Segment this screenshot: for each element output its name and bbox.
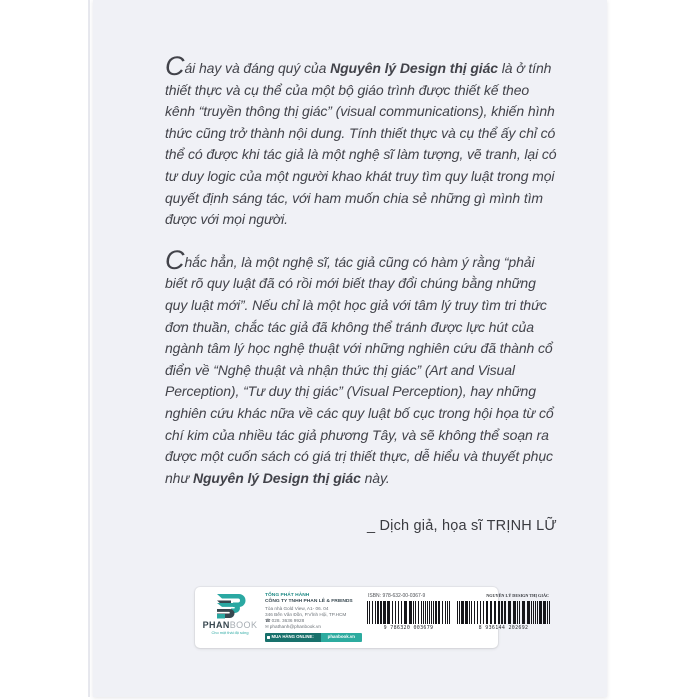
barcode-header (368, 593, 549, 599)
isbn-barcode (367, 601, 450, 631)
banner-label-text: MUA HÀNG ONLINE: (271, 634, 314, 640)
translator-signature: _ Dịch giả, họa sĩ TRỊNH LỮ (367, 518, 557, 535)
barcode-book-title: NGUYÊN LÝ DESIGN THỊ GIÁC (486, 593, 549, 598)
barcode-column (367, 591, 550, 644)
dropcap-2: C (165, 244, 185, 275)
paragraph1-text: ái hay và đáng quý của (184, 60, 331, 76)
book-title-mention: Nguyên lý Design thị giác (330, 60, 498, 76)
ean-barcode (457, 601, 550, 631)
book-back-cover (93, 0, 607, 697)
cart-icon (267, 636, 270, 639)
book-title-mention-2: Nguyên lý Design thị giác (192, 469, 361, 486)
publisher-label (195, 587, 549, 648)
phone-icon: ☎ (265, 618, 271, 624)
publisher-logo-column (200, 591, 260, 644)
email-icon: ✉ (265, 624, 269, 630)
review-text-block (165, 51, 557, 538)
banner-label-segment (265, 633, 321, 642)
publisher-tagline: Cho một thái độ sống (211, 630, 249, 635)
online-shop-banner (265, 633, 362, 642)
paragraph2-text-cont: này. (360, 469, 390, 486)
banner-site-text: phanbook.vn (327, 634, 355, 640)
isbn-number: ISBN: 978-632-00-0367-9 (368, 593, 426, 599)
review-paragraph-2 (165, 244, 557, 490)
phanbook-logo-icon (211, 592, 249, 619)
distribution-info-column (265, 591, 362, 644)
distribution-company: CÔNG TY TNHH PHAN LÊ & FRIENDS (265, 599, 353, 605)
book-page-edge (88, 0, 90, 697)
address-line-1: Tòa nhà Gold View, A1- 06. 04 (265, 605, 329, 611)
ean-barcode-bars (457, 601, 550, 624)
isbn-barcode-digits: 9 786320 003679 (383, 624, 434, 631)
address-line-2: 346 Bến Vân Đồn, P.Vĩnh Hội, TP.HCM (265, 611, 347, 617)
publisher-name-light: BOOK (229, 620, 258, 630)
paragraph1-text-cont: là ở tính thiết thực và cụ thể của một bộ giáo trình được thiết kế theo kênh “truyền thông thị giác” (visual communications), khiến hình thức cũng trở thành nội dung. Tính thiết thực và cụ thể ấy chỉ có thể có được khi tác giả là một nghệ sĩ làm tượng, vẽ tranh, lại có tư duy logic của một người khao khát truy tìm quy luật trong mọi quyết định sáng tác, với ham muốn chia sẻ những gì mình tìm được với mọi người. (165, 60, 557, 228)
paragraph2-text: hắc hẳn, là một nghệ sĩ, tác giả cũng có hàm ý rằng “phải biết rõ quy luật đã có rồi mới biết thay đổi chúng bằng những quy luật mới”. Nếu chỉ là một học giả với tâm lý truy tìm tri thức đơn thuần, chắc tác giả đã không thể tránh được lực hút của ngành tâm lý học nghệ thuật với những nghiên cứu đã thành cổ điển về “Nghệ thuật và nhận thức thị giác” (Art and Visual Perception), “Tư duy thị giác” (Visual Perception), hay những nghiên cứu khác nữa về các quy luật bố cục trong hội họa từ cổ chí kim của nhiều tác giả phương Tây, và sẽ không thể soạn ra được một cuốn sách có giá trị thiết thực, dễ hiểu và thuyết phục như (165, 253, 554, 486)
publisher-name-bold: PHAN (202, 620, 230, 630)
phone-number: 028. 3636 9928 (271, 618, 305, 624)
review-paragraph-1 (165, 51, 557, 231)
email-line (265, 624, 362, 630)
dropcap-1: C (165, 51, 185, 81)
distribution-heading: TỔNG PHÁT HÀNH (265, 593, 310, 598)
publisher-name (200, 620, 260, 630)
email-address: phathanh@phanbook.vn (269, 624, 321, 630)
barcodes (367, 601, 550, 631)
isbn-barcode-bars (367, 601, 450, 624)
ean-barcode-digits: 8 936144 202692 (478, 624, 529, 631)
banner-site-segment (321, 633, 362, 642)
